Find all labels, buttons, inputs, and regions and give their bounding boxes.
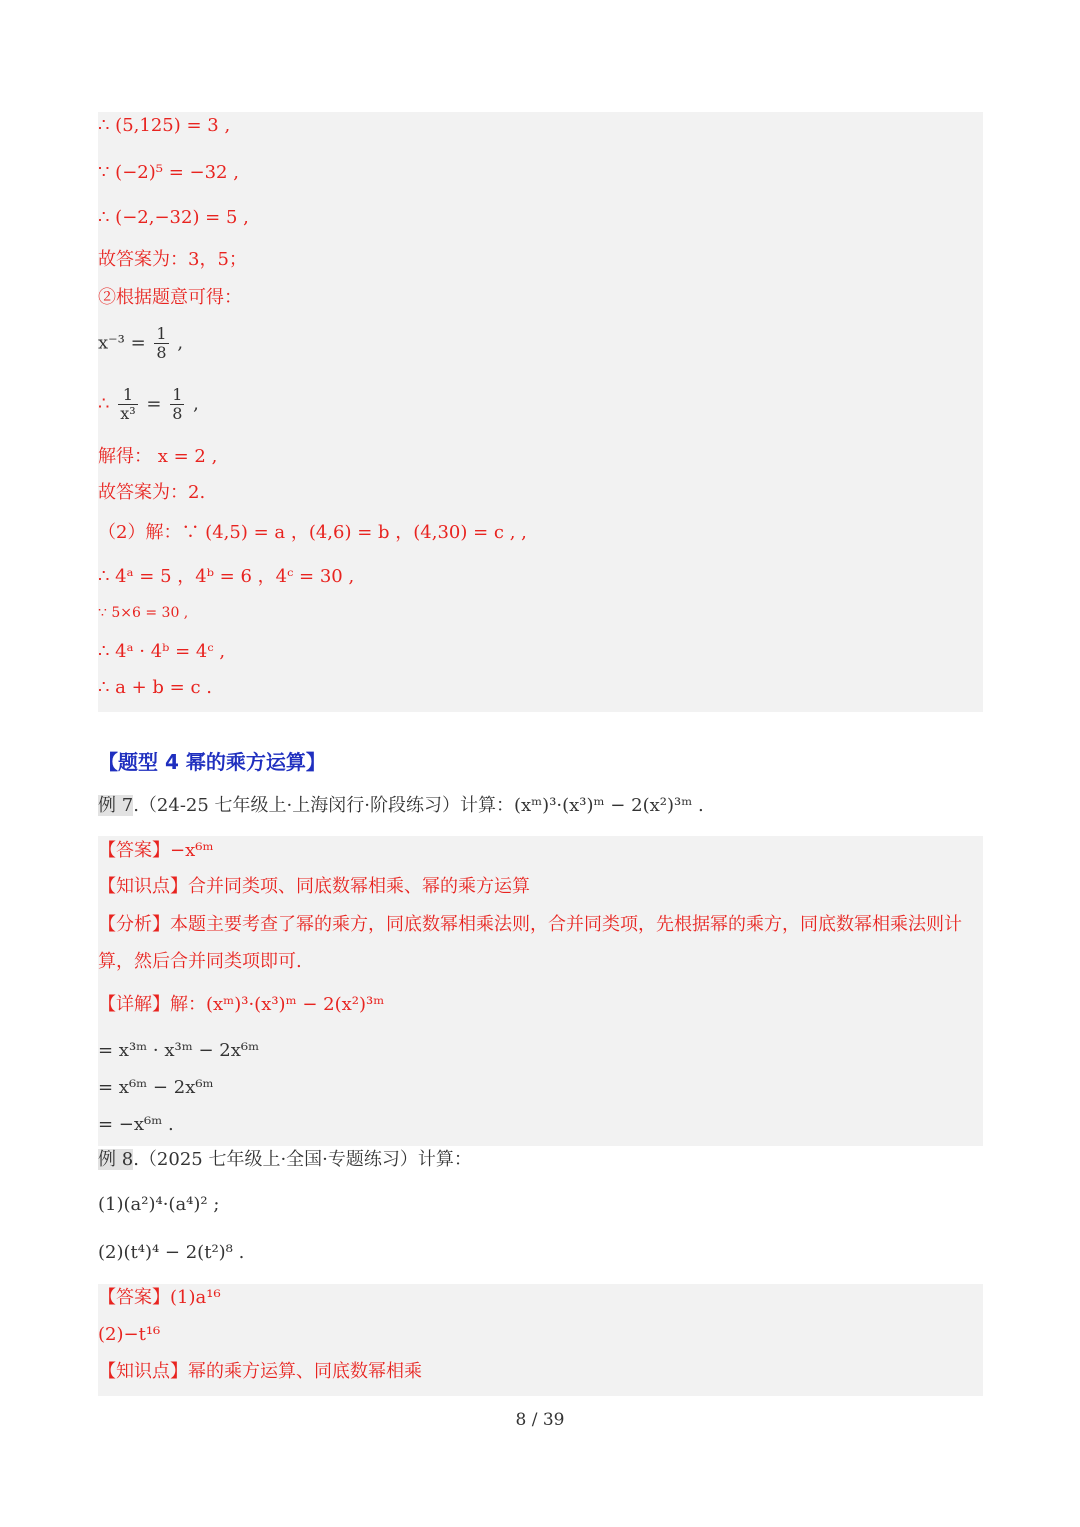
solution-line: ∴ (5,125) = 3 , <box>98 115 231 136</box>
example8-question <box>98 1148 472 1172</box>
answer-line: 【答案】−x⁶ᵐ <box>98 840 214 861</box>
example7-question <box>98 794 704 818</box>
fraction-numerator: 1 <box>118 386 137 405</box>
fraction-line-2 <box>98 386 199 423</box>
solution-line: ②根据题意可得： <box>98 287 242 308</box>
fraction-numerator: 1 <box>156 324 167 343</box>
solution-line: ∵ 5×6 = 30 , <box>98 605 189 621</box>
solution-line: 故答案为：2. <box>98 482 206 503</box>
equals-sign: = <box>146 393 162 415</box>
answer-line-2: (2)−t¹⁶ <box>98 1324 161 1345</box>
step-line: = −x⁶ᵐ . <box>98 1114 174 1135</box>
section-heading: 【题型 4 幂的乘方运算】 <box>98 750 326 774</box>
frac1-suffix: , <box>177 332 184 354</box>
example-label: 例 7 <box>98 795 134 816</box>
step-line: = x⁶ᵐ − 2x⁶ᵐ <box>98 1077 214 1098</box>
answer-line: 【答案】(1)a¹⁶ <box>98 1287 221 1308</box>
solution-line: ∴ a + b = c . <box>98 677 213 698</box>
fraction-denominator: x³ <box>120 404 136 423</box>
solution-line: 解得： x = 2 , <box>98 446 218 467</box>
knowledge-line: 【知识点】合并同类项、同底数幂相乘、幂的乘方运算 <box>98 876 530 897</box>
knowledge-line: 【知识点】幂的乘方运算、同底数幂相乘 <box>98 1361 422 1382</box>
fraction <box>118 386 137 423</box>
fraction <box>170 386 184 423</box>
example8-item-1: (1)(a²)⁴·(a⁴)² ; <box>98 1194 220 1215</box>
example-label: 例 8 <box>98 1149 134 1170</box>
frac1-prefix: x⁻³ = <box>98 332 146 354</box>
example-question-text: .（2025 七年级上·全国·专题练习）计算： <box>133 1149 472 1170</box>
step-line: = x³ᵐ · x³ᵐ − 2x⁶ᵐ <box>98 1040 260 1061</box>
example-question-text: .（24-25 七年级上·上海闵行·阶段练习）计算：(xᵐ)³·(x³)ᵐ − 2(x²)³ᵐ . <box>133 795 704 816</box>
solution-line: ∴ 4ᵃ = 5 ，4ᵇ = 6 ，4ᶜ = 30 , <box>98 566 355 587</box>
example8-item-2: (2)(t⁴)⁴ − 2(t²)⁸ . <box>98 1242 245 1263</box>
fraction-line-1 <box>98 325 183 362</box>
page-number: 8 / 39 <box>515 1410 565 1430</box>
fraction <box>154 325 168 362</box>
detail-line: 【详解】解：(xᵐ)³·(x³)ᵐ − 2(x²)³ᵐ <box>98 994 385 1015</box>
therefore-symbol: ∴ <box>98 393 110 415</box>
fraction-denominator: 8 <box>156 343 167 362</box>
fraction-denominator: 8 <box>172 404 183 423</box>
solution-line: ∵ (−2)⁵ = −32 , <box>98 162 239 183</box>
solution-line: 故答案为：3，5； <box>98 249 247 270</box>
solution-block-top <box>98 112 983 712</box>
solution-line: ∴ (−2,−32) = 5 , <box>98 207 249 228</box>
fraction-numerator: 1 <box>172 385 183 404</box>
analysis-paragraph: 【分析】本题主要考查了幂的乘方，同底数幂相乘法则，合并同类项，先根据幂的乘方，同底数幂相乘法则计算，然后合并同类项即可. <box>98 914 962 972</box>
solution-line: ∴ 4ᵃ · 4ᵇ = 4ᶜ , <box>98 641 226 662</box>
frac2-suffix: , <box>193 393 199 415</box>
solution-line: （2）解：∵ (4,5) = a ，(4,6) = b ，(4,30) = c , , <box>98 522 527 543</box>
